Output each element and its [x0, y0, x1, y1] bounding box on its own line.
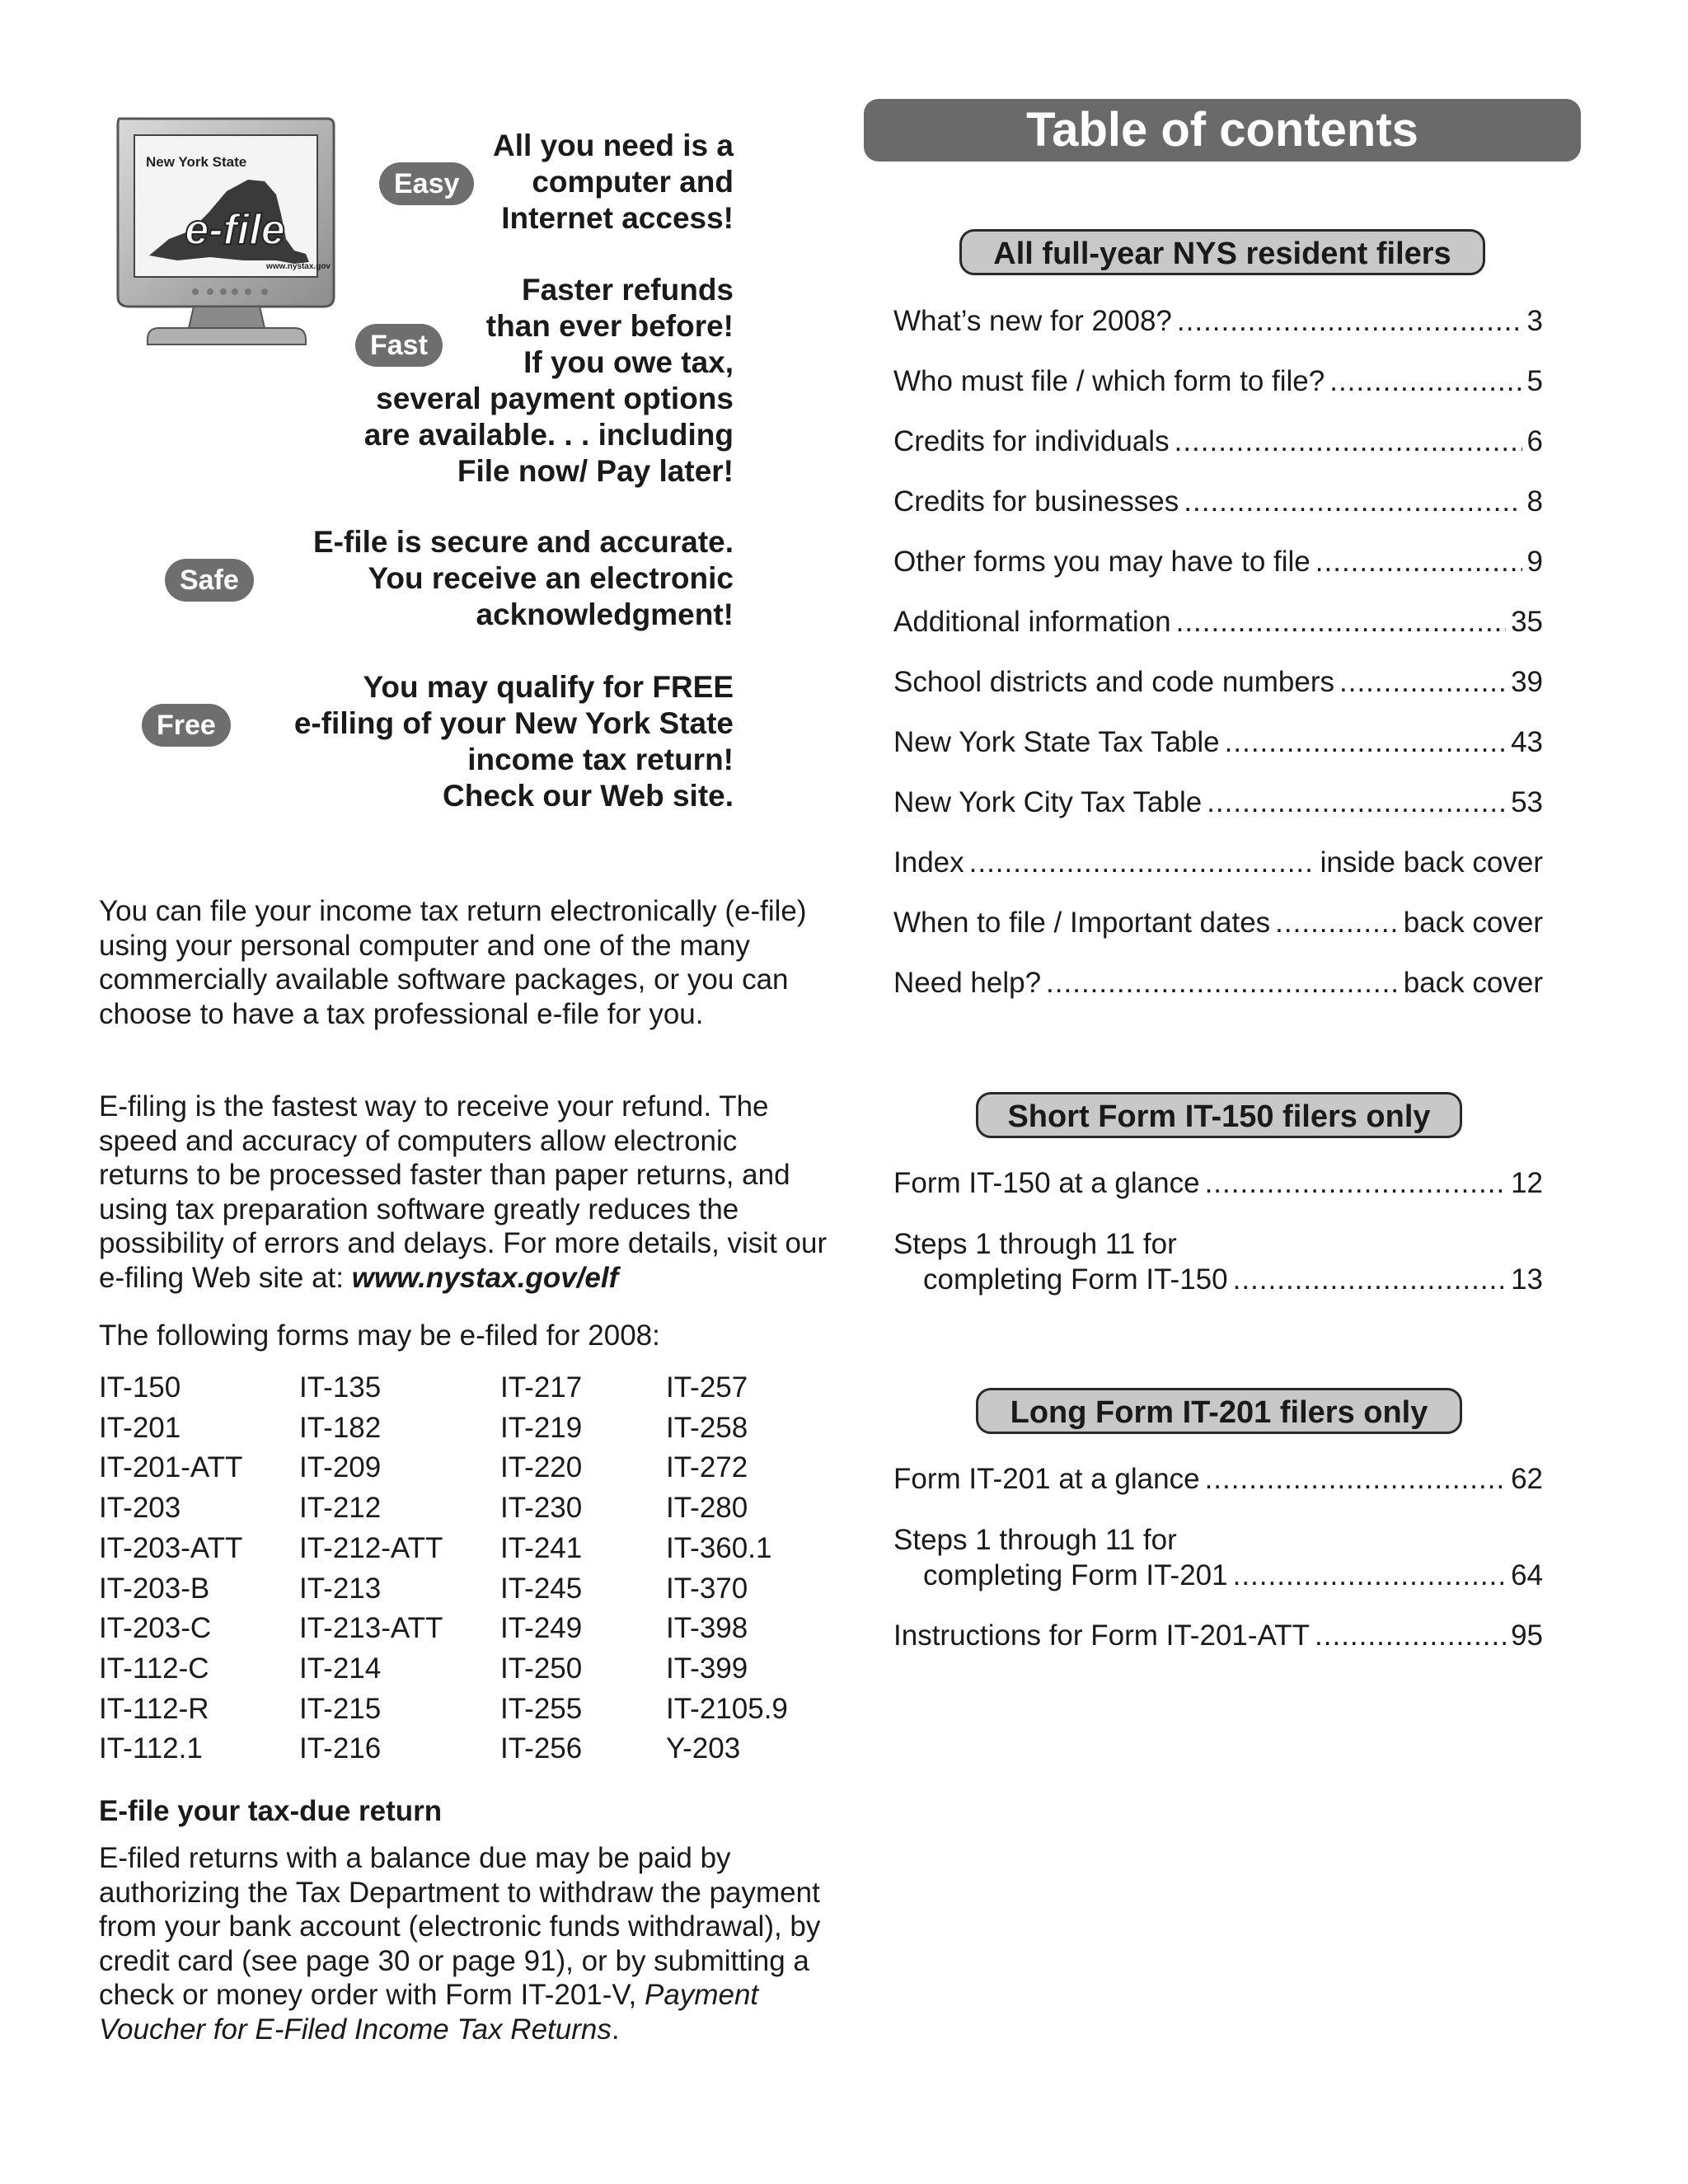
toc-entry-label: New York State Tax Table — [893, 726, 1220, 758]
toc-entry[interactable] — [893, 965, 1543, 1001]
form-code: IT-182 — [299, 1411, 382, 1444]
form-code: IT-220 — [500, 1451, 583, 1484]
toc-entry-label: Other forms you may have to file — [893, 546, 1311, 578]
toc-entry-label: Additional information — [893, 606, 1171, 638]
form-code: IT-249 — [500, 1612, 583, 1645]
voucher-title: Payment Voucher for E-Filed Income Tax Returns — [99, 1979, 759, 2046]
form-code: IT-241 — [500, 1531, 583, 1564]
toc-entry-page: 53 — [1511, 786, 1543, 818]
form-code: IT-203 — [99, 1492, 181, 1525]
form-code: IT-203-ATT — [99, 1531, 243, 1564]
toc-entry[interactable] — [893, 1618, 1543, 1653]
toc-entry[interactable] — [893, 303, 1543, 339]
form-code: IT-213-ATT — [299, 1612, 443, 1645]
toc-entry[interactable] — [893, 1226, 1543, 1297]
toc-entry-page: back cover — [1403, 967, 1543, 999]
form-code: IT-370 — [666, 1572, 748, 1605]
toc-entry[interactable] — [893, 363, 1543, 399]
tax-due-heading: E-file your tax-due return — [99, 1795, 443, 1827]
feature-line: Check our Web site. — [443, 779, 734, 813]
forms-intro: The following forms may be e-filed for 2008: — [99, 1319, 660, 1352]
screen-title: New York State — [146, 154, 247, 170]
toc-entry-page: 3 — [1526, 305, 1543, 337]
feature-easy-text — [493, 128, 734, 237]
form-code: IT-219 — [500, 1411, 583, 1444]
toc-entry-label: School districts and code numbers — [893, 666, 1334, 698]
feature-line: You may qualify for FREE — [363, 670, 734, 704]
form-code: IT-112.1 — [99, 1732, 203, 1765]
toc-entry[interactable] — [893, 905, 1543, 940]
efile-monitor-illustration — [111, 115, 342, 363]
toc-entry-page: 62 — [1511, 1463, 1543, 1495]
toc-entry-page: 5 — [1526, 365, 1543, 397]
tax-due-text: E-filed returns with a balance due may be paid by authorizing the Tax Department to withdraw the payment from your bank account (electronic funds withdrawal), by credit card (see page 30 or page 91), or by submitting a check or money order with Form IT-201-V, — [99, 1842, 821, 2011]
toc-title: Table of contents — [864, 99, 1581, 162]
toc-entry-page: 12 — [1511, 1167, 1543, 1199]
section-heading-it150: Short Form IT-150 filers only — [976, 1092, 1462, 1138]
toc-entry[interactable] — [893, 845, 1543, 880]
form-code: IT-217 — [500, 1371, 583, 1404]
form-code: IT-255 — [500, 1692, 583, 1725]
toc-entry-label: Who must file / which form to file? — [893, 365, 1325, 397]
easy-badge: Easy — [379, 162, 474, 205]
form-code: IT-258 — [666, 1411, 748, 1444]
toc-entry-label: What’s new for 2008? — [893, 305, 1172, 337]
form-code: IT-230 — [500, 1492, 583, 1525]
form-code: IT-212 — [299, 1492, 382, 1525]
feature-line: e-filing of your New York State — [293, 706, 734, 740]
forms-column-3 — [500, 1368, 582, 1769]
toc-entry-page: 8 — [1526, 485, 1543, 518]
toc-entry-page: 35 — [1511, 606, 1543, 638]
feature-easy — [379, 128, 734, 243]
form-code: IT-150 — [99, 1371, 181, 1404]
toc-entry-label: Instructions for Form IT-201-ATT — [893, 1619, 1311, 1652]
form-code: IT-216 — [299, 1732, 382, 1765]
efile-website-link[interactable]: www.nystax.gov/elf — [351, 1261, 619, 1294]
toc-entry-first-line: Steps 1 through 11 for — [893, 1524, 1177, 1556]
monitor-icon — [111, 115, 342, 363]
toc-entry-page: back cover — [1403, 907, 1543, 939]
toc-entry[interactable] — [893, 724, 1543, 760]
toc-entry-page: 43 — [1511, 726, 1543, 758]
feature-fast-text — [364, 272, 734, 490]
form-code: IT-201 — [99, 1411, 181, 1444]
feature-safe-text — [313, 524, 734, 633]
feature-safe — [165, 524, 734, 640]
form-code: Y-203 — [666, 1732, 741, 1765]
form-code: IT-398 — [666, 1612, 748, 1645]
forms-column-4 — [666, 1368, 788, 1769]
feature-line: All you need is a — [493, 129, 734, 162]
forms-column-1 — [99, 1368, 242, 1769]
toc-entry[interactable] — [893, 424, 1543, 459]
toc-entry-page: inside back cover — [1320, 846, 1543, 879]
feature-line: Internet access! — [501, 201, 734, 235]
form-code: IT-256 — [500, 1732, 583, 1765]
toc-entry-label: Credits for businesses — [893, 485, 1179, 518]
toc-entry[interactable] — [893, 1461, 1543, 1497]
form-code: IT-215 — [299, 1692, 382, 1725]
feature-line: computer and — [532, 165, 734, 199]
form-code: IT-399 — [666, 1652, 748, 1685]
section-heading-full-year: All full-year NYS resident filers — [959, 229, 1485, 275]
feature-line: You receive an electronic — [368, 561, 734, 595]
toc-entry-page: 13 — [1511, 1263, 1543, 1296]
section-heading-it201: Long Form IT-201 filers only — [976, 1388, 1462, 1434]
tax-due-end: . — [611, 2013, 620, 2046]
form-code: IT-250 — [500, 1652, 583, 1685]
toc-entry-page: 64 — [1511, 1559, 1543, 1591]
tax-due-paragraph — [99, 1841, 832, 2046]
toc-entry-label: completing Form IT-150 — [923, 1263, 1228, 1296]
toc-entry-label: New York City Tax Table — [893, 786, 1203, 818]
toc-entry[interactable] — [893, 484, 1543, 519]
toc-entry-label: Index — [893, 846, 964, 879]
form-code: IT-135 — [299, 1371, 382, 1404]
toc-entry-page: 95 — [1511, 1619, 1543, 1652]
feature-line: acknowledgment! — [476, 598, 734, 631]
feature-line: than ever before! — [485, 309, 734, 343]
forms-column-2 — [299, 1368, 443, 1769]
feature-fast — [313, 272, 734, 494]
form-code: IT-203-B — [99, 1572, 210, 1605]
toc-entry-page: 6 — [1526, 425, 1543, 457]
feature-line: Faster refunds — [521, 273, 734, 307]
form-code: IT-201-ATT — [99, 1451, 243, 1484]
form-code: IT-257 — [666, 1371, 748, 1404]
feature-line: If you owe tax, — [523, 345, 734, 379]
toc-entry-label: Need help? — [893, 967, 1042, 999]
form-code: IT-203-C — [99, 1612, 212, 1645]
toc-entry-label: Form IT-150 at a glance — [893, 1167, 1200, 1199]
toc-entry-label: Form IT-201 at a glance — [893, 1463, 1200, 1495]
toc-entry[interactable] — [893, 664, 1543, 700]
free-badge: Free — [142, 704, 231, 747]
form-code: IT-212-ATT — [299, 1531, 443, 1564]
toc-entry-page: 39 — [1511, 666, 1543, 698]
toc-entry-label: completing Form IT-201 — [923, 1559, 1228, 1591]
feature-free-text — [294, 669, 734, 814]
form-code: IT-214 — [299, 1652, 382, 1685]
toc-entry[interactable] — [893, 544, 1543, 579]
form-code: IT-209 — [299, 1451, 382, 1484]
toc-entry[interactable] — [893, 1522, 1543, 1593]
form-code: IT-112-R — [99, 1692, 209, 1725]
feature-line: several payment options — [376, 382, 734, 415]
toc-entry-label: Credits for individuals — [893, 425, 1170, 457]
form-code: IT-272 — [666, 1451, 748, 1484]
feature-free — [142, 669, 734, 818]
form-code: IT-245 — [500, 1572, 583, 1605]
form-code: IT-280 — [666, 1492, 748, 1525]
toc-entry[interactable] — [893, 1165, 1543, 1201]
form-code: IT-213 — [299, 1572, 382, 1605]
feature-line: File now/ Pay later! — [457, 454, 734, 488]
efile-speed-paragraph — [99, 1090, 832, 1295]
form-code: IT-112-C — [99, 1652, 209, 1685]
efile-speed-text: E-filing is the fastest way to receive your refund. The speed and accuracy of computers allow electronic returns to be processed faster than paper returns, and using tax preparation software greatly reduces the possibility of errors and delays. For more details, visit our e-filing Web site at: — [99, 1090, 828, 1294]
toc-entry[interactable] — [893, 604, 1543, 640]
form-code: IT-2105.9 — [666, 1692, 788, 1725]
feature-line: E-file is secure and accurate. — [312, 525, 734, 559]
efile-logo-text: e-file — [185, 206, 285, 254]
toc-entry-first-line: Steps 1 through 11 for — [893, 1228, 1177, 1260]
efile-intro-paragraph: You can file your income tax return electronically (e-file) using your personal computer and one of the many commercially available software packages, or you can choose to have a tax professional e-file for you. — [99, 895, 807, 1030]
safe-badge: Safe — [165, 559, 254, 602]
toc-entry-page: 9 — [1526, 546, 1543, 578]
form-code: IT-360.1 — [666, 1531, 772, 1564]
fast-badge: Fast — [355, 324, 443, 367]
feature-line: are available. . . including — [363, 418, 734, 452]
toc-entry[interactable] — [893, 785, 1543, 820]
feature-line: income tax return! — [467, 743, 734, 776]
screen-url: www.nystax.gov — [266, 262, 331, 271]
toc-entry-label: When to file / Important dates — [893, 907, 1271, 939]
